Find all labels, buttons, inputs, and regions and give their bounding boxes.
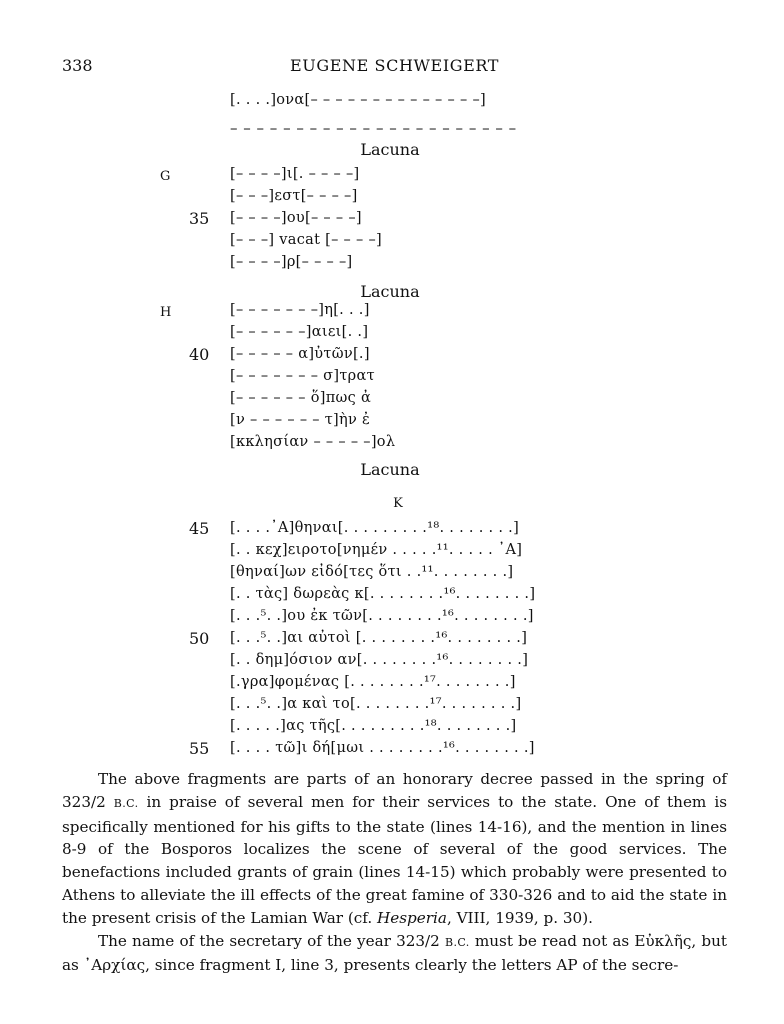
- inscription-line: [. . .⁵. .]αι αὐτοὶ [. . . . . . . .¹⁶. . . . . . . .]: [230, 630, 528, 646]
- inscription-line: [. . .⁵. .]ου ἐκ τῶν[. . . . . . . .¹⁶. . . . . . . .]: [230, 608, 534, 624]
- greek-name: Εὐκλῆς: [634, 931, 692, 950]
- text-run: , but as: [62, 931, 727, 975]
- inscription-line: [– – –] vacat [– – – –]: [230, 232, 382, 248]
- fragment-h-label: H: [160, 305, 172, 320]
- inscription-line: [. . κεχ]ειροτο[νημέν . . . . .¹¹. . . . . ᾽Α]: [230, 542, 523, 558]
- running-title: EUGENE SCHWEIGERT: [289, 56, 500, 75]
- era-abbreviation: B.C.: [445, 935, 470, 949]
- body-text: [62, 768, 727, 977]
- inscription-line: [– – – –]ου[– – – –]: [230, 210, 362, 226]
- lacuna-label: Lacuna: [360, 140, 420, 159]
- greek-name: ᾽Αρχίας: [83, 956, 146, 975]
- journal-title: Hesperia: [377, 908, 447, 927]
- text-run: , since fragment I, line 3, presents clearly the letters AP of the secre-: [145, 956, 679, 975]
- inscription-line: [– – – – – – – σ]τρατ: [230, 368, 375, 384]
- inscription-line: [. . τὰς] δωρεὰς κ[. . . . . . . .¹⁶. . . . . . . .]: [230, 586, 536, 602]
- page-number: 338: [62, 56, 93, 75]
- line-number: 50: [189, 629, 210, 648]
- text-run: The name of the secretary of the year 323/2: [98, 931, 445, 950]
- text-run: , VIII, 1939, p. 30).: [446, 908, 593, 927]
- inscription-line: [. . .⁵. .]α καὶ το[. . . . . . . .¹⁷. . . . . . . .]: [230, 696, 522, 712]
- inscription-line: [. . . . τῶ]ι δή[μωι . . . . . . . .¹⁶. . . . . . . .]: [230, 740, 535, 756]
- inscription-line: [– – – – – α]ὐτῶν[.]: [230, 346, 370, 362]
- inscription-line: [ν – – – – – – τ]ὴν ἐ: [230, 412, 371, 428]
- inscription-line: [– – – – – – ὅ]πως ἀ: [230, 390, 372, 406]
- line-number: 40: [189, 345, 210, 364]
- text-run: must be read not as: [469, 931, 635, 950]
- fragment-k-label: K: [393, 496, 403, 511]
- inscription-line: [– – – – – – –]η[. . .]: [230, 302, 370, 318]
- line-number: 45: [189, 519, 210, 538]
- inscription-line: [. . δημ]όσιον αν[. . . . . . . .¹⁶. . . . . . . .]: [230, 652, 529, 668]
- era-abbreviation: B.C.: [113, 796, 139, 810]
- inscription-line: [– – –]εστ[– – – –]: [230, 188, 358, 204]
- inscription-line: [.γρα]φομένας [. . . . . . . .¹⁷. . . . . . . .]: [230, 674, 516, 690]
- inscription-line: [– – – – – –]αιει[. .]: [230, 324, 369, 340]
- lacuna-label: Lacuna: [360, 460, 420, 479]
- text-run: in praise of several men for their services to the state. One of them is specifically mentioned for his gifts to the state (lines 14-16), and the mention in lines 8-9 of the Bosporos localizes the scene of several of the good services. The benefactions included grants of grain (lines 14-15) which probably were presented to Athens to alleviate the ill effects of the great famine of 330-326 and to aid the state in the present crisis of the Lamian War (cf.: [62, 792, 727, 927]
- inscription-line: [. . . .]ονα[– – – – – – – – – – – – – –]: [230, 92, 486, 108]
- dash-line: – – – – – – – – – – – – – – – – – – – – – –: [230, 119, 517, 137]
- text-run: The above fragments are parts of an honorary decree passed in the spring of 323/2: [62, 770, 727, 811]
- inscription-line: [. . . .᾽Α]θηναι[. . . . . . . . .¹⁸. . . . . . . .]: [230, 520, 520, 536]
- inscription-line: [θηναί]ων εἰδό[τες ὅτι . .¹¹. . . . . . . .]: [230, 564, 514, 580]
- inscription-line: [– – – –]ι[. – – – –]: [230, 166, 360, 182]
- fragment-g-label: G: [160, 169, 171, 184]
- inscription-line: [– – – –]ρ[– – – –]: [230, 254, 353, 270]
- lacuna-label: Lacuna: [360, 282, 420, 301]
- line-number: 35: [189, 209, 210, 228]
- paragraph-1: [62, 768, 727, 930]
- line-number: 55: [189, 739, 210, 758]
- inscription-line: [κκλησίαν – – – – –]ολ: [230, 434, 396, 450]
- inscription-line: [. . . . .]ας τῆς[. . . . . . . . .¹⁸. . . . . . . .]: [230, 718, 517, 734]
- paragraph-2: [62, 930, 727, 978]
